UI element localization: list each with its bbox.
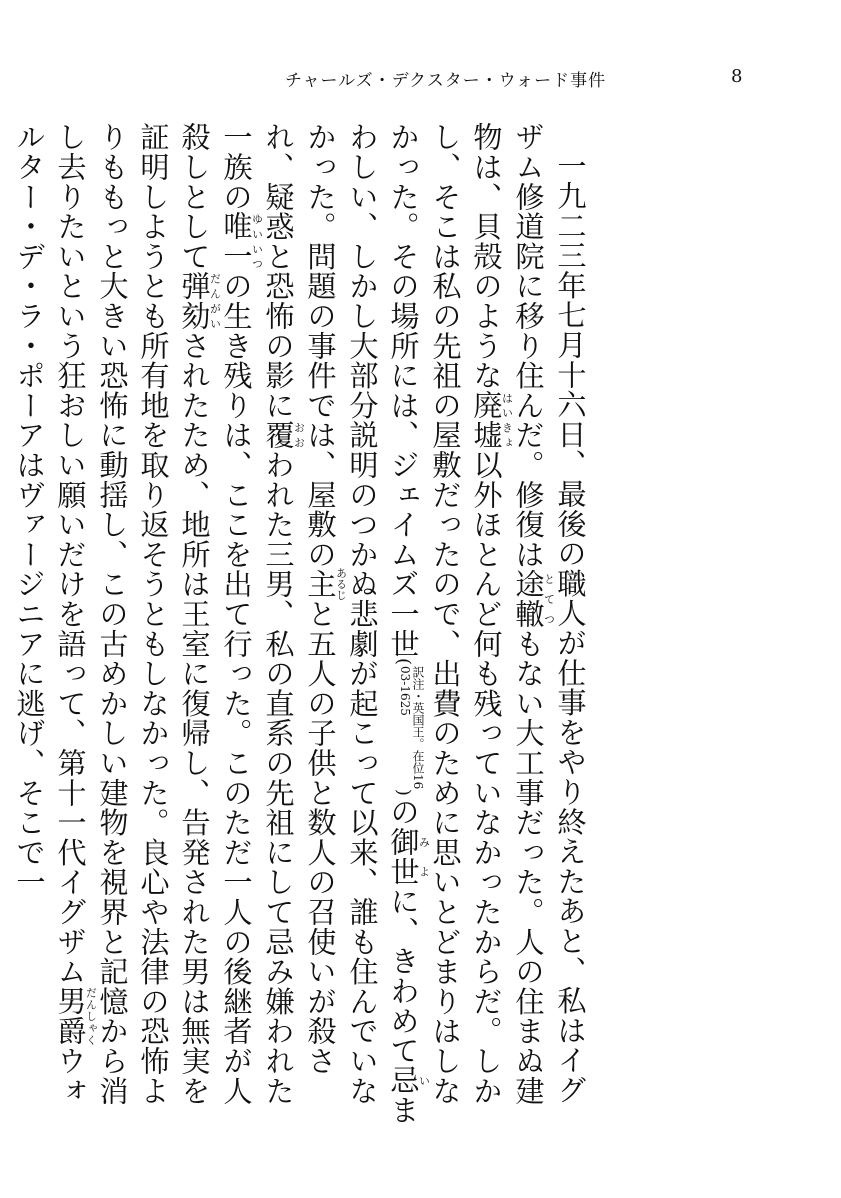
text-run: と五人の子供と数人の召使いが殺され、疑惑と恐怖の影に — [261, 122, 337, 1076]
ruby-reading: だんがい — [208, 271, 222, 331]
text-run: 以外ほとんど何も残っていなかったからだ。しかし、そこは私の先祖の屋敷だったので、出費のために思いとどまりはしなかった。その場所には、ジェイムズ一世 — [386, 122, 503, 1106]
text-run: まわしい、しかし大部分説明のつかぬ悲劇が起こって以来、誰も住んでいなかった。問題の事件では、屋敷の — [303, 122, 420, 1125]
ruby-word — [386, 826, 431, 887]
text-run: の生き残りは、ここを出て行った。このただ一人の後継者が人殺しとして — [177, 122, 253, 1106]
ruby-reading: だんしゃく — [84, 986, 98, 1046]
translator-note — [386, 658, 425, 797]
ruby-reading: とてつ — [542, 569, 556, 629]
ruby-base: 主 — [303, 567, 337, 601]
ruby-word — [511, 569, 556, 629]
note-inline-block — [398, 666, 424, 789]
text-run: われた三男、私の直系の先祖にして忌み嫌われた一族の — [219, 122, 295, 1106]
ruby-reading: い — [417, 1065, 431, 1095]
ruby-word — [303, 567, 348, 601]
page-number: 8 — [731, 66, 743, 87]
ruby-word — [261, 420, 306, 450]
text-run: 一九二三年七月十六日、最後の職人が仕事をやり終えたあと、私はイグザム修道院に移り住んだ。修復は — [511, 122, 587, 1105]
ruby-reading: あるじ — [334, 567, 348, 601]
note-close-paren: ) — [393, 789, 414, 797]
body-text — [12, 122, 590, 1132]
note-open-paren: ( — [393, 658, 414, 667]
ruby-base: 廃墟 — [469, 390, 503, 450]
ruby-base: 覆 — [261, 420, 295, 450]
ruby-base: 弾劾 — [177, 271, 211, 331]
text-run: に、きわめて — [386, 886, 420, 1066]
note-line: 訳注・英国王。在位16 — [411, 666, 425, 790]
text-run: されたため、地所は王室に復帰し、告発された男は無実を証明しようとも所有地を取り返そうともしなかった。良心や法律の恐怖よりももっと大きい恐怖に動揺し、この古めかしい建物を視界と記憶から消し去りたいという狂おしい願いだけを語って、第十一代イグザム — [53, 122, 211, 1106]
note-line: 03-1625 — [398, 666, 412, 716]
ruby-base: 唯一 — [219, 211, 253, 272]
ruby-word — [53, 986, 98, 1046]
text-run: もない大工事だった。人の住まぬ建物は、貝殻のような — [469, 122, 545, 1106]
ruby-reading: ゆいいつ — [250, 211, 264, 271]
ruby-base: 忌 — [386, 1065, 420, 1095]
ruby-reading: おお — [292, 420, 306, 450]
ruby-reading: はいきょ — [500, 390, 514, 450]
ruby-base: 御世 — [386, 826, 420, 887]
ruby-word — [386, 1065, 431, 1095]
ruby-reading: みよ — [417, 826, 431, 887]
ruby-word — [219, 211, 264, 272]
ruby-word — [177, 271, 222, 331]
running-head: チャールズ・デクスター・ウォード事件 — [285, 71, 607, 91]
ruby-base: 途轍 — [511, 569, 545, 629]
text-run: の — [386, 796, 420, 827]
text-run: ウォルター・デ・ラ・ポーアはヴァージニアに逃げ、そこで一 — [12, 122, 87, 1106]
ruby-base: 男爵 — [53, 986, 87, 1046]
ruby-word — [469, 390, 514, 450]
paragraph — [8, 122, 590, 1132]
